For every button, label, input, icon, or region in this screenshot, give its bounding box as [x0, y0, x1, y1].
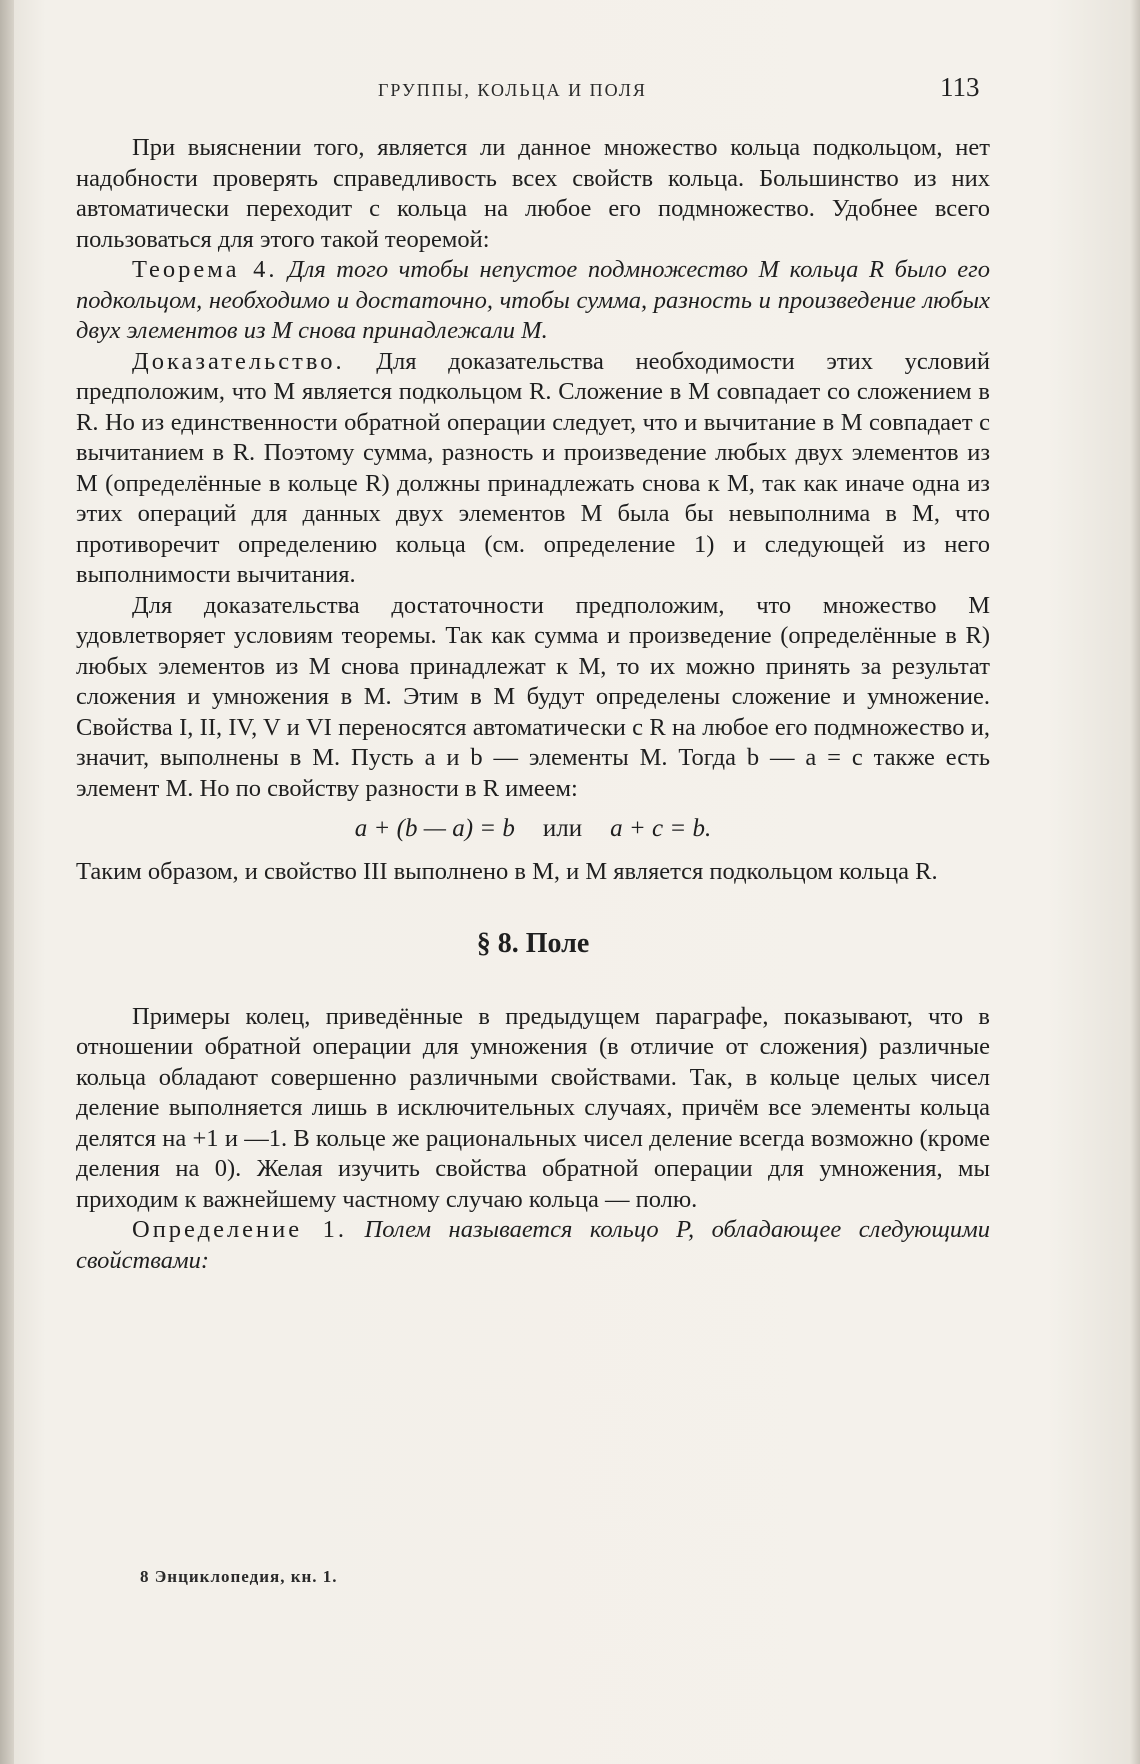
formula-right: a + c = b.: [610, 815, 712, 842]
definition-statement: Полем называется кольцо P, обладающее следующими свойствами:: [76, 1216, 990, 1274]
page-spine-edge: [0, 0, 14, 1764]
paragraph-field: Примеры колец, приведённые в предыдущем параграфе, показывают, что в отношении обратной операции для умножения (в отличие от сложения) различные кольца обладают совершенно различными свойствами. Так, в кольце целых чисел деление выполняется лишь в исключительных случаях, причём все элементы кольца делятся на +1 и —1. В кольце же рациональных чисел деление всегда возможно (кроме деления на 0). Желая изучить свойства обратной операции для умножения, мы приходим к важнейшему частному случаю кольца — полю.: [76, 1002, 990, 1213]
theorem-statement: Для того чтобы непустое подмножество M кольца R было его подкольцом, необходимо и достаточно, чтобы сумма, разность и произведение любых двух элементов из M снова принадлежали M.: [76, 256, 990, 344]
definition-label: Определение 1.: [132, 1216, 348, 1243]
page-right-edge: [1130, 0, 1140, 1764]
formula-or: или: [542, 815, 583, 842]
proof-label: Доказательство.: [132, 347, 345, 375]
paragraph-conclusion: Таким образом, и свойство III выполнено в M, и M является подкольцом кольца R.: [76, 857, 938, 885]
section-title: § 8. Поле: [476, 928, 590, 959]
printer-signature: 8 Энциклопедия, кн. 1.: [140, 1567, 338, 1586]
formula-line: [76, 814, 990, 845]
paragraph-sufficiency: Для доказательства достаточности предположим, что множество M удовлетворяет условиям теоремы. Так как сумма и произведение (определённые в R) любых элементов из M снова принадлежат к M, то их можно принять за результат сложения и умножения в M. Этим в M будут определены сложение и умножение. Свойства I, II, IV, V и VI переносятся автоматически с R на любое его подмножество и, значит, выполнены в M. Пусть a и b — элементы M. Тогда b — a = c также есть элемент M. Но по свойству разности в R имеем:: [76, 591, 990, 802]
main-text: [76, 133, 990, 1276]
page-number: 113: [940, 72, 980, 102]
paragraph-intro: При выяснении того, является ли данное множество кольца подкольцом, нет надобности проверять справедливость всех свойств кольца. Большинство из них автоматически переходит с кольца на любое его подмножество. Удобнее всего пользоваться для этого такой теоремой:: [76, 134, 990, 253]
running-title: ГРУППЫ, КОЛЬЦА И ПОЛЯ: [378, 80, 647, 100]
formula-left: a + (b — a) = b: [354, 815, 515, 842]
proof-text: Для доказательства необходимости этих условий предположим, что M является подкольцом R. Сложение в M совпадает со сложением в R. Но из единственности обратной операции следует, что и вычитание в M совпадает с вычитанием в R. Поэтому сумма, разность и произведение любых двух элементов из M (определённые в кольце R) должны принадлежать снова к M, так как иначе одна из этих операций для данных двух элементов M была бы невыполнима в M, что противоречит определению кольца (см. определение 1) и следующей из него выполнимости вычитания.: [76, 347, 990, 588]
theorem-4: [76, 255, 990, 347]
running-head: [0, 72, 1140, 112]
proof-paragraph: [76, 347, 990, 591]
definition-1: [76, 1215, 990, 1276]
theorem-label: Теорема 4.: [132, 256, 278, 283]
